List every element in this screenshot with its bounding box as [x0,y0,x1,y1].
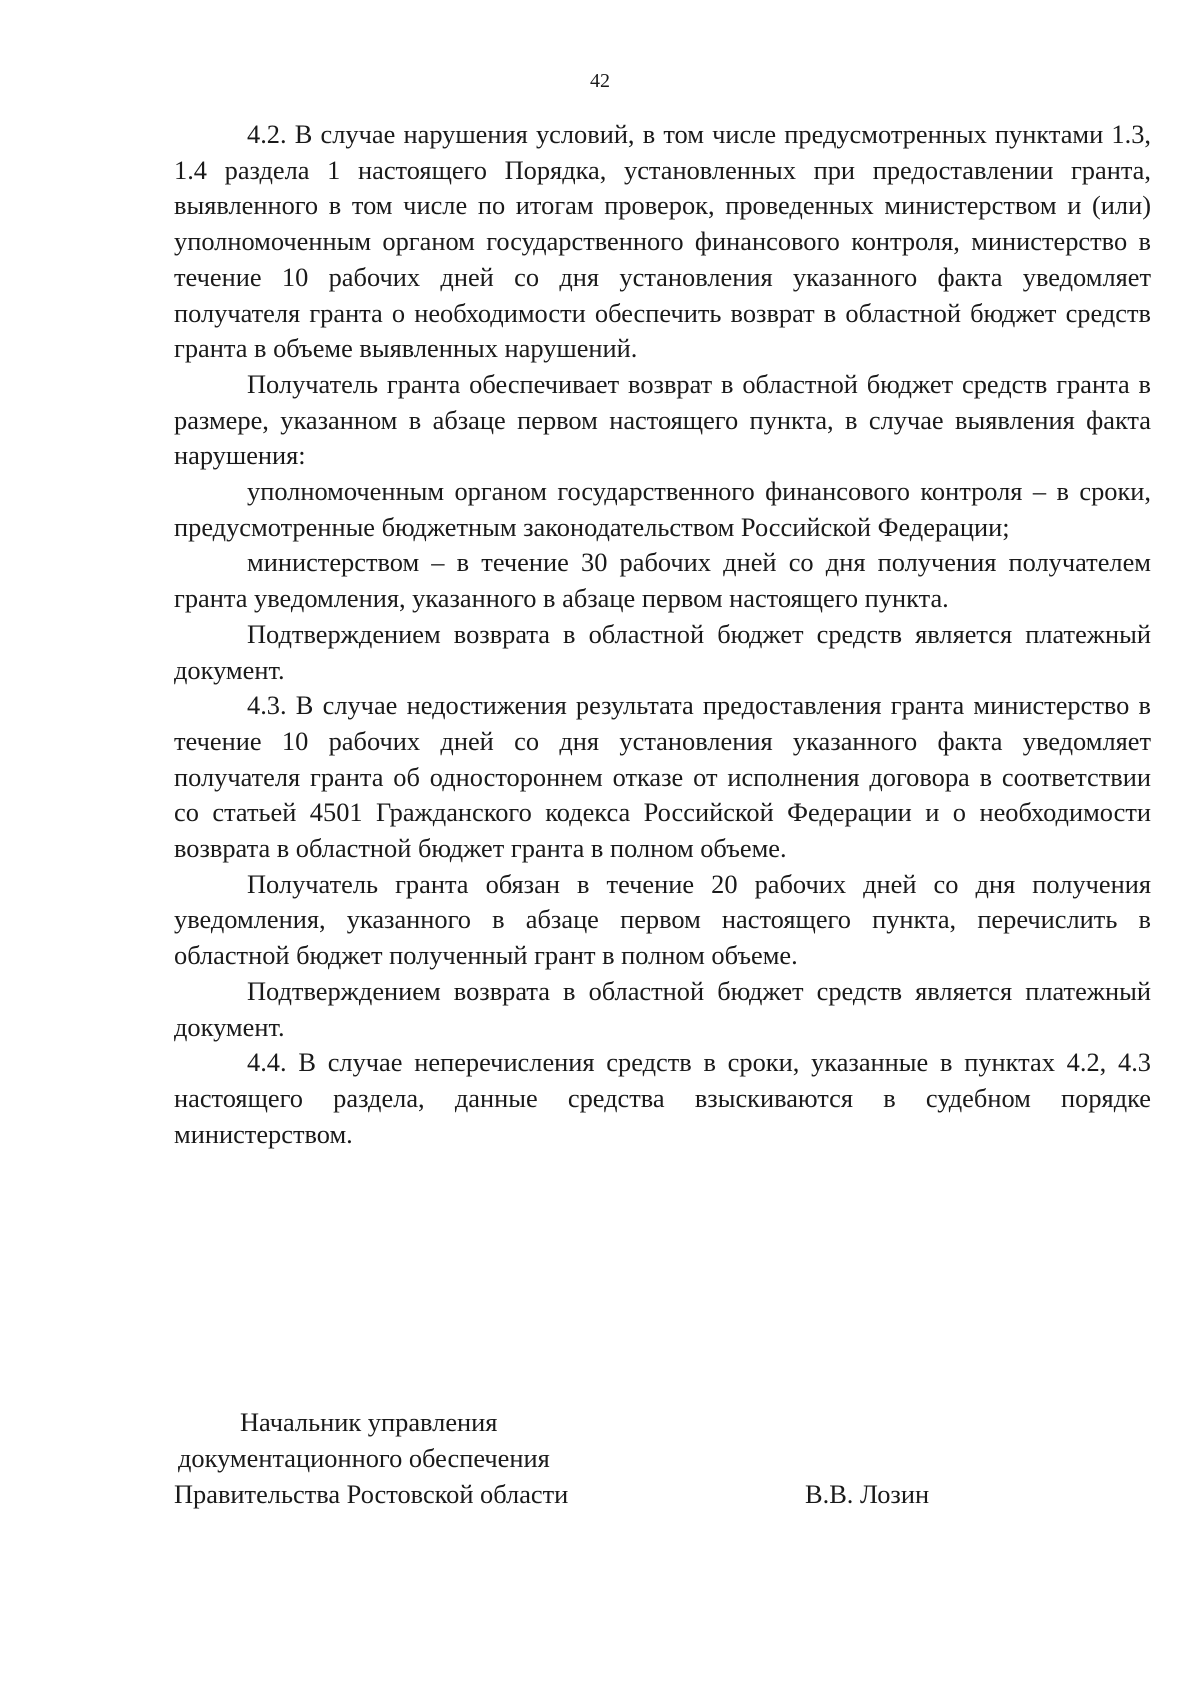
signatory-title-line-2: документационного обеспечения [178,1443,550,1473]
paragraph-4-3: 4.3. В случае недостижения результата предоставления гранта министерство в течение 10 рабочих дней со дня установления указанного факта уведомляет получателя гранта об одностороннем отказе от исполнения договора в соответствии со статьей 4501 Гражданского кодекса Российской Федерации и о необходимости возврата в областной бюджет гранта в полном объеме. [174,690,1151,864]
paragraph-payment-confirmation-2: Подтверждением возврата в областной бюджет средств является платежный документ. [174,975,1151,1042]
signatory-title-line-1: Начальник управления [240,1407,498,1437]
signatory-title-line-3: Правительства Ростовской области [174,1479,569,1509]
paragraph-control-body-terms: уполномоченным органом государственного финансового контроля – в сроки, предусмотренные бюджетным законодательством Российской Федерации; [174,476,1151,542]
signature-block [174,1404,1151,1512]
paragraph-ministry-terms: министерством – в течение 30 рабочих дней со дня получения получателем гранта уведомления, указанного в абзаце первом настоящего пункта. [174,547,1151,614]
page-number: 42 [590,70,610,92]
paragraph-4-2: 4.2. В случае нарушения условий, в том числе предусмотренных пунктами 1.3, 1.4 раздела 1 настоящего Порядка, установленных при предоставлении гранта, выявленного в том числе по итогам проверок, проведенных министерством и (или) уполномоченным органом государственного финансового контроля, министерство в течение 10 рабочих дней со дня установления указанного факта уведомляет получателя гранта о необходимости обеспечить возврат в областной бюджет средств гранта в объеме выявленных нарушений. [174,119,1151,364]
paragraph-4-4: 4.4. В случае неперечисления средств в сроки, указанные в пунктах 4.2, 4.3 настоящего раздела, данные средства взыскиваются в судебном порядке министерством. [174,1047,1151,1149]
document-body [174,117,1151,1152]
paragraph-refund-full-amount: Получатель гранта обязан в течение 20 рабочих дней со дня получения уведомления, указанного в абзаце первом настоящего пункта, перечислить в областной бюджет полученный грант в полном объеме. [174,868,1151,971]
paragraph-payment-confirmation: Подтверждением возврата в областной бюджет средств является платежный документ. [174,618,1151,685]
signatory-name: В.В. Лозин [805,1479,930,1509]
paragraph-refund-obligation: Получатель гранта обеспечивает возврат в областной бюджет средств гранта в размере, указанном в абзаце первом настоящего пункта, в случае выявления факта нарушения: [174,368,1151,471]
signature-row [174,1476,1151,1512]
